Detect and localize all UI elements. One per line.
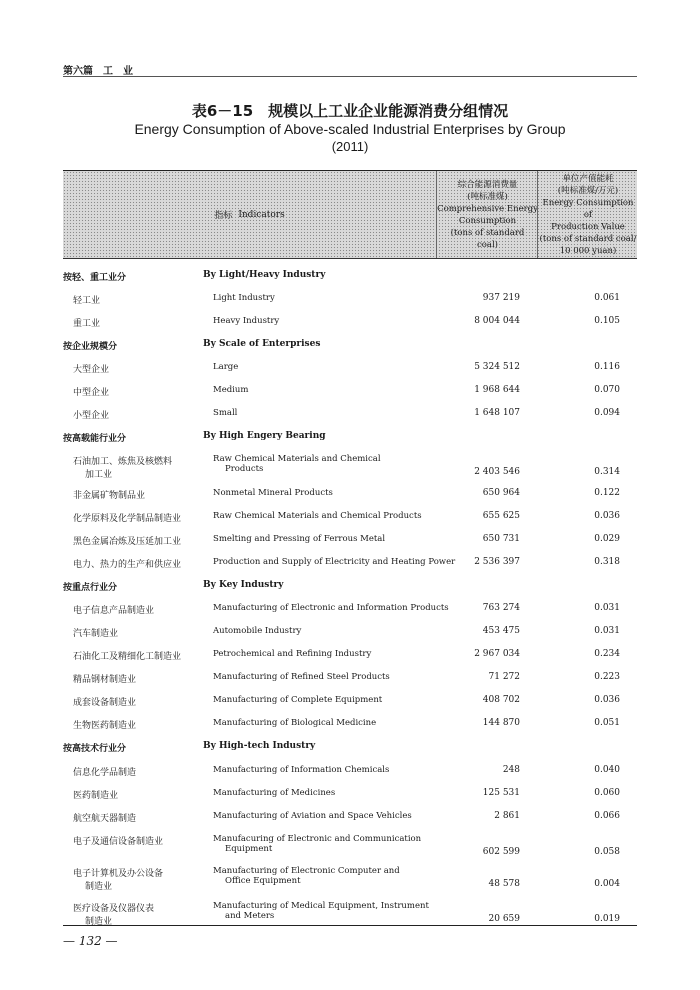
energy-consumption-value: 20 659 <box>488 914 520 924</box>
row-label-en-text: By Key Industry <box>203 580 284 590</box>
header-col1-line: coal) <box>477 239 498 250</box>
row-label-cn <box>73 603 154 616</box>
row-label-cn-text: 电子及通信设备制造业 <box>73 837 164 847</box>
row-label-en <box>213 385 248 395</box>
row-label-en <box>203 431 326 441</box>
energy-consumption-value: 2 967 034 <box>474 649 520 659</box>
energy-consumption-value: 71 272 <box>488 672 520 682</box>
row-label-cn <box>73 718 136 731</box>
header-col2-line: (tons of standard coal/ <box>539 233 637 244</box>
energy-per-value-value: 0.105 <box>594 316 620 326</box>
row-label-cn-text: 精品钢材制造业 <box>73 675 137 685</box>
row-label-cn <box>73 557 181 570</box>
row-label-en-text: Smelting and Pressing of Ferrous Metal <box>213 534 386 544</box>
row-label-cn-text: 成套设备制造业 <box>73 698 137 708</box>
row-label-en <box>213 695 382 705</box>
row-label-en <box>203 741 315 751</box>
row-label-en-text: Manufacturing of Medicines <box>213 788 336 798</box>
row-label-en-text: Production and Supply of Electricity and Heating Power <box>213 557 456 567</box>
energy-per-value-value: 0.058 <box>594 847 620 857</box>
header-col1-line: 综合能源消费量 <box>457 179 518 190</box>
row-label-en <box>203 270 325 280</box>
row-label-cn <box>73 408 109 421</box>
row-label-en-text: Manufacturing of Complete Equipment <box>213 695 383 705</box>
row-label-en-text: Manufacuring of Electronic and Communication <box>213 834 422 844</box>
row-label-cn-text: 按企业规模分 <box>63 342 118 352</box>
energy-per-value-value: 0.031 <box>594 603 620 613</box>
row-label-en-text: Medium <box>213 385 249 395</box>
row-label-cn <box>63 741 126 754</box>
row-label-cn-text: 电力、热力的生产和供应业 <box>73 560 182 570</box>
row-label-cn-text: 电子信息产品制造业 <box>73 606 155 616</box>
header-col2-line: Energy Consumption of <box>542 197 634 220</box>
row-label-en-text: Manufacturing of Aviation and Space Vehicles <box>213 811 412 821</box>
row-label-cn <box>73 362 109 375</box>
header-col2-line: Production Value <box>551 221 625 232</box>
energy-per-value-value: 0.060 <box>594 788 620 798</box>
row-label-en-text: Petrochemical and Refining Industry <box>213 649 372 659</box>
row-label-cn <box>73 293 100 306</box>
row-label-cn-text: 按高技术行业分 <box>63 744 127 754</box>
row-label-cn <box>63 431 126 444</box>
header-col1-line: Consumption <box>458 215 517 226</box>
energy-per-value-value: 0.094 <box>594 408 620 418</box>
row-label-cn-text: 按重点行业分 <box>63 583 118 593</box>
energy-per-value-value: 0.116 <box>594 362 620 372</box>
row-label-en-text: By High-tech Industry <box>203 741 316 751</box>
energy-consumption-value: 1 648 107 <box>474 408 520 418</box>
header-col1-line: Comprehensive Energy <box>437 203 538 214</box>
row-label-cn-text: 医疗设备及仪器仪表 <box>73 904 155 914</box>
row-label-cn-text: 制造业 <box>85 882 113 892</box>
row-label-cn <box>73 626 118 639</box>
table-bottom-rule <box>63 925 637 926</box>
header-indicators <box>63 171 436 258</box>
row-label-cn <box>63 270 126 283</box>
energy-consumption-value: 655 625 <box>482 511 520 521</box>
header-indicators-cn: 指标 <box>214 211 233 221</box>
row-label-en <box>213 454 381 474</box>
row-label-en-text: Automobile Industry <box>213 626 302 636</box>
page-number: — 132 — <box>63 934 118 948</box>
row-label-cn <box>73 488 145 501</box>
energy-consumption-value: 408 702 <box>482 695 520 705</box>
row-label-en <box>203 339 320 349</box>
row-label-cn <box>73 672 136 685</box>
row-label-cn-text: 航空航天器制造 <box>73 814 137 824</box>
row-label-en-text: By Light/Heavy Industry <box>203 270 326 280</box>
row-label-en <box>213 511 422 521</box>
energy-consumption-value: 937 219 <box>482 293 520 303</box>
row-label-en <box>213 534 385 544</box>
header-col1-line: (吨标准煤) <box>467 191 508 202</box>
table-title-chinese: 表6－15 规模以上工业企业能源消费分组情况 <box>191 102 509 120</box>
energy-consumption-value: 48 578 <box>488 879 520 889</box>
row-label-cn-text: 石油化工及精细化工制造业 <box>73 652 182 662</box>
row-label-en-text: and Meters <box>225 911 275 921</box>
table-year: (2011) <box>331 139 369 154</box>
row-label-cn <box>73 511 181 524</box>
energy-consumption-value: 5 324 512 <box>474 362 520 372</box>
row-label-en <box>213 316 279 326</box>
row-label-en <box>213 765 389 775</box>
row-label-cn <box>73 811 136 824</box>
row-label-cn <box>73 695 136 708</box>
energy-consumption-value: 248 <box>502 765 520 775</box>
row-label-en-text: Manufacturing of Medical Equipment, Instrument <box>213 901 429 911</box>
row-label-en-text: Office Equipment <box>225 876 301 886</box>
energy-consumption-value: 650 964 <box>482 488 520 498</box>
row-label-cn <box>73 385 109 398</box>
row-label-en <box>213 626 301 636</box>
header-indicators-en: Indicators <box>238 209 285 220</box>
row-label-cn-text: 轻工业 <box>73 296 101 306</box>
header-col2-line: 10 000 yuan) <box>559 245 617 256</box>
energy-per-value-value: 0.223 <box>594 672 620 682</box>
row-label-en-text: Manufacturing of Refined Steel Products <box>213 672 390 682</box>
energy-per-value-value: 0.051 <box>594 718 620 728</box>
energy-per-value-value: 0.061 <box>594 293 620 303</box>
energy-consumption-value: 763 274 <box>482 603 520 613</box>
energy-consumption-value: 2 536 397 <box>474 557 520 567</box>
row-label-cn-text: 小型企业 <box>73 411 110 421</box>
energy-consumption-value: 453 475 <box>482 626 520 636</box>
row-label-en <box>213 408 237 418</box>
energy-per-value-value: 0.066 <box>594 811 620 821</box>
row-label-cn-text: 电子计算机及办公设备 <box>73 869 164 879</box>
row-label-en-text: Nonmetal Mineral Products <box>213 488 333 498</box>
row-label-cn-text: 按高载能行业分 <box>63 434 127 444</box>
row-label-cn-text: 黑色金属冶炼及压延加工业 <box>73 537 182 547</box>
energy-consumption-value: 2 861 <box>494 811 520 821</box>
row-label-en <box>213 811 412 821</box>
row-label-en <box>213 488 333 498</box>
energy-per-value-value: 0.318 <box>594 557 620 567</box>
row-label-cn-text: 信息化学品制造 <box>73 768 137 778</box>
row-label-cn-text: 汽车制造业 <box>73 629 119 639</box>
row-label-cn <box>73 316 100 329</box>
row-label-en <box>213 866 400 886</box>
energy-per-value-value: 0.036 <box>594 695 620 705</box>
header-col2-line: (吨标准煤/万元) <box>557 185 619 196</box>
row-label-cn <box>73 901 154 927</box>
row-label-en-text: Heavy Industry <box>213 316 280 326</box>
row-label-cn <box>73 649 181 662</box>
energy-per-value-value: 0.040 <box>594 765 620 775</box>
row-label-en-text: Small <box>213 408 238 418</box>
energy-consumption-value: 2 403 546 <box>474 467 520 477</box>
row-label-en-text: Raw Chemical Materials and Chemical <box>213 454 381 464</box>
energy-per-value-value: 0.019 <box>594 914 620 924</box>
row-label-en <box>213 557 455 567</box>
row-label-en-text: By Scale of Enterprises <box>203 339 321 349</box>
row-label-en-text: Light Industry <box>213 293 275 303</box>
energy-consumption-value: 8 004 044 <box>474 316 520 326</box>
row-label-en-text: Products <box>225 464 264 474</box>
row-label-en-text: Manufacturing of Electronic and Information Products <box>213 603 449 613</box>
row-label-cn <box>73 834 163 847</box>
row-label-cn-text: 重工业 <box>73 319 101 329</box>
row-label-cn-text: 化学原料及化学制品制造业 <box>73 514 182 524</box>
row-label-cn-text: 石油加工、炼焦及核燃料 <box>73 457 173 467</box>
row-label-cn <box>63 339 117 352</box>
header-energy-consumption <box>436 171 538 258</box>
energy-per-value-value: 0.314 <box>594 467 620 477</box>
row-label-cn <box>73 866 163 892</box>
energy-consumption-value: 144 870 <box>482 718 520 728</box>
header-energy-per-value <box>537 171 638 258</box>
row-label-en-text: Large <box>213 362 239 372</box>
table-title-english: Energy Consumption of Above-scaled Industrial Enterprises by Group <box>134 121 566 137</box>
row-label-en <box>213 293 275 303</box>
row-label-en <box>213 901 429 921</box>
row-label-cn-text: 按轻、重工业分 <box>63 273 127 283</box>
row-label-cn-text: 医药制造业 <box>73 791 119 801</box>
row-label-en <box>213 718 376 728</box>
row-label-en <box>203 580 283 590</box>
table-header <box>63 171 637 259</box>
row-label-en-text: Manufacturing of Biological Medicine <box>213 718 377 728</box>
row-label-en <box>213 649 371 659</box>
header-rule <box>63 76 637 77</box>
energy-consumption-value: 650 731 <box>482 534 520 544</box>
row-label-cn <box>73 534 181 547</box>
row-label-en-text: Equipment <box>225 844 273 854</box>
row-label-en-text: Manufacturing of Electronic Computer and <box>213 866 400 876</box>
energy-consumption-value: 1 968 644 <box>474 385 520 395</box>
header-col2-line: 单位产值能耗 <box>562 173 614 184</box>
energy-consumption-value: 602 599 <box>482 847 520 857</box>
running-head: 第六篇 工 业 <box>63 66 133 77</box>
row-label-en <box>213 672 390 682</box>
row-label-cn-text: 制造业 <box>85 917 113 927</box>
row-label-en-text: Raw Chemical Materials and Chemical Products <box>213 511 422 521</box>
row-label-cn <box>73 454 172 480</box>
energy-per-value-value: 0.122 <box>594 488 620 498</box>
row-label-cn-text: 非金属矿物制品业 <box>73 491 146 501</box>
row-label-cn-text: 中型企业 <box>73 388 110 398</box>
energy-per-value-value: 0.029 <box>594 534 620 544</box>
row-label-cn <box>73 788 118 801</box>
row-label-en <box>213 362 238 372</box>
row-label-en-text: Manufacturing of Information Chemicals <box>213 765 390 775</box>
row-label-en <box>213 788 335 798</box>
header-col1-line: (tons of standard <box>450 227 525 238</box>
row-label-cn-text: 生物医药制造业 <box>73 721 137 731</box>
row-label-en <box>213 834 421 854</box>
row-label-cn-text: 加工业 <box>85 470 113 480</box>
energy-consumption-value: 125 531 <box>482 788 520 798</box>
energy-per-value-value: 0.031 <box>594 626 620 636</box>
energy-per-value-value: 0.234 <box>594 649 620 659</box>
row-label-en <box>213 603 449 613</box>
energy-per-value-value: 0.070 <box>594 385 620 395</box>
energy-per-value-value: 0.004 <box>594 879 620 889</box>
row-label-cn <box>63 580 117 593</box>
row-label-cn <box>73 765 136 778</box>
row-label-cn-text: 大型企业 <box>73 365 110 375</box>
row-label-en-text: By High Engery Bearing <box>203 431 326 441</box>
energy-per-value-value: 0.036 <box>594 511 620 521</box>
